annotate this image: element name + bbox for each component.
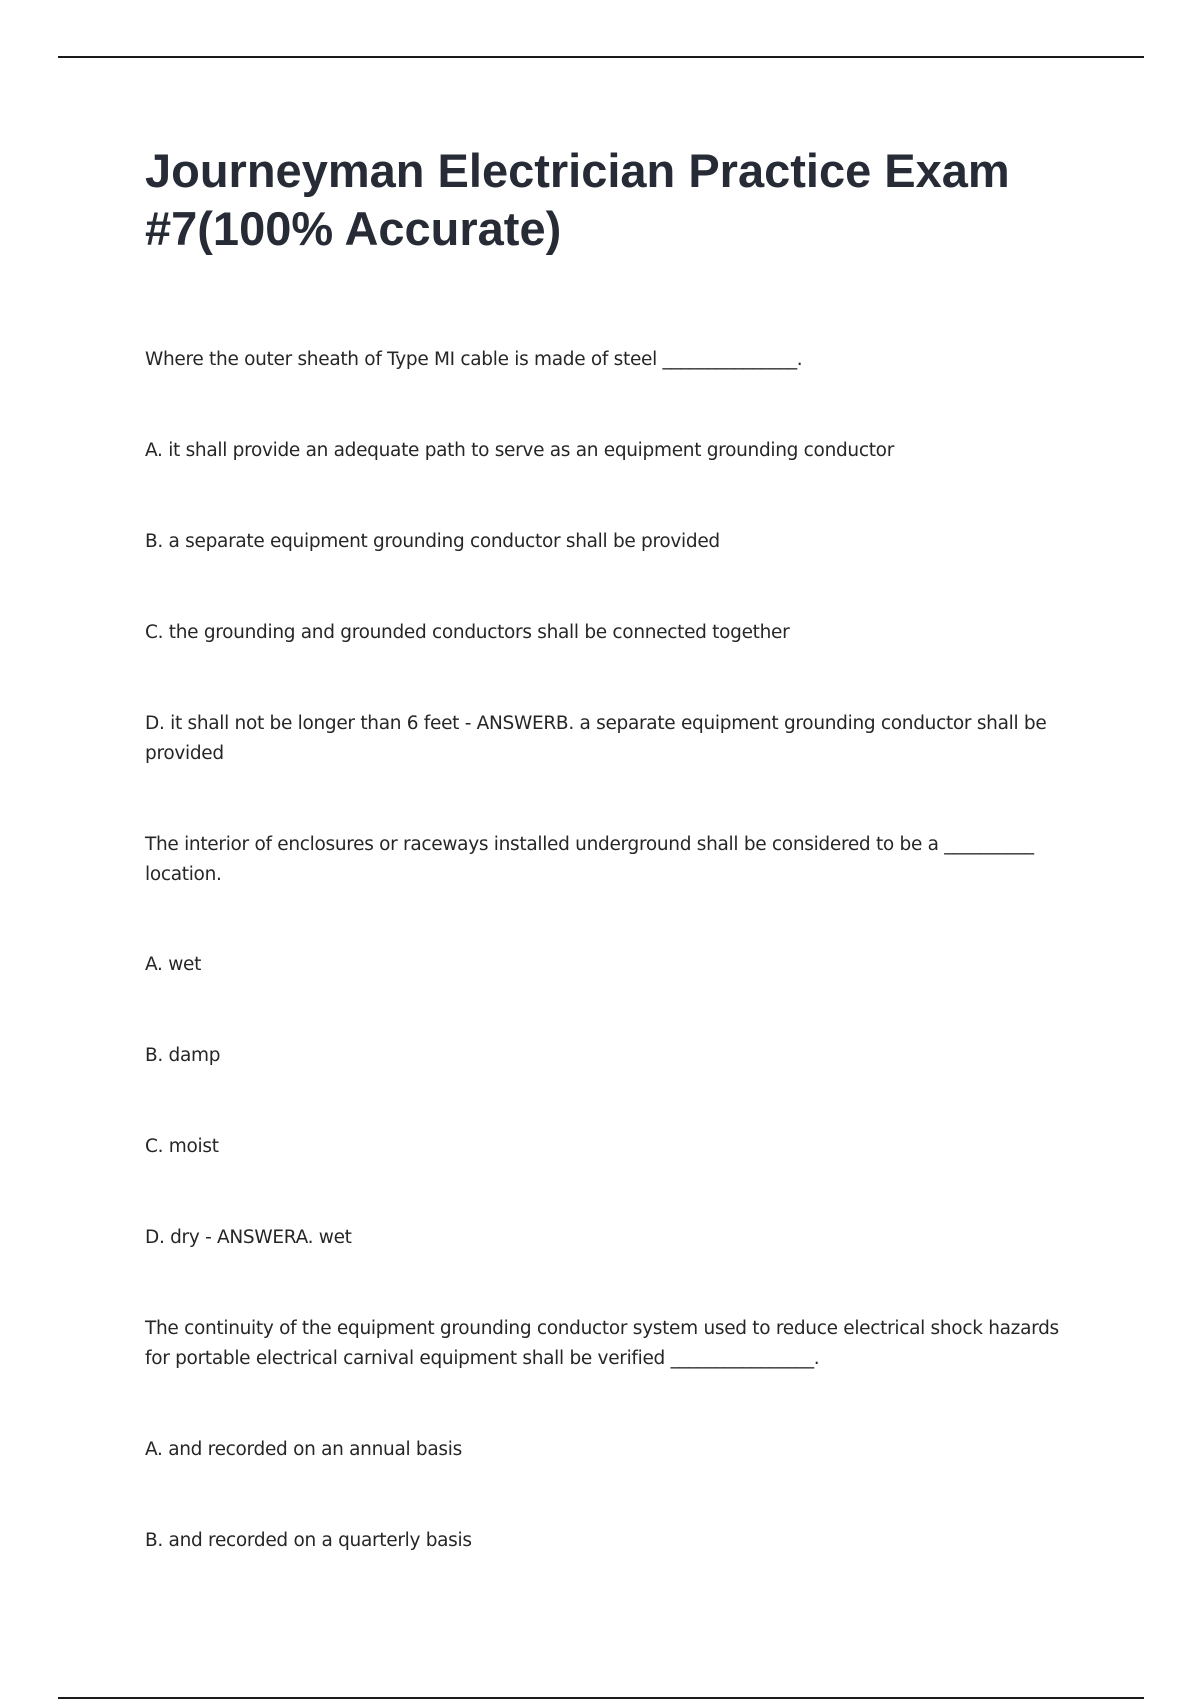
question-1-text: Where the outer sheath of Type MI cable is made of steel _______________. xyxy=(145,349,803,370)
question-1-option-c: C. the grounding and grounded conductors shall be connected together xyxy=(145,622,790,643)
question-2-option-c: C. moist xyxy=(145,1136,219,1157)
question-3-text: The continuity of the equipment grounding conductor system used to reduce electrical shock hazards for portable electrical carnival equipment shall be verified ________________. xyxy=(145,1318,1059,1369)
bottom-rule xyxy=(58,1697,1144,1699)
question-1-option-d-answer: D. it shall not be longer than 6 feet - ANSWERB. a separate equipment grounding conductor shall be provided xyxy=(145,713,1047,764)
top-rule xyxy=(58,56,1144,58)
document-title: Journeyman Electrician Practice Exam #7(100% Accurate) xyxy=(145,144,1010,255)
question-1-option-a: A. it shall provide an adequate path to serve as an equipment grounding conductor xyxy=(145,440,895,461)
question-2-text: The interior of enclosures or raceways installed underground shall be considered to be a __________ location. xyxy=(145,834,1034,885)
question-2-option-b: B. damp xyxy=(145,1045,221,1066)
question-2-option-a: A. wet xyxy=(145,954,202,975)
question-1-option-b: B. a separate equipment grounding conductor shall be provided xyxy=(145,531,720,552)
question-3-option-a: A. and recorded on an annual basis xyxy=(145,1439,462,1460)
question-2-option-d-answer: D. dry - ANSWERA. wet xyxy=(145,1227,352,1248)
question-3-option-b: B. and recorded on a quarterly basis xyxy=(145,1530,472,1551)
